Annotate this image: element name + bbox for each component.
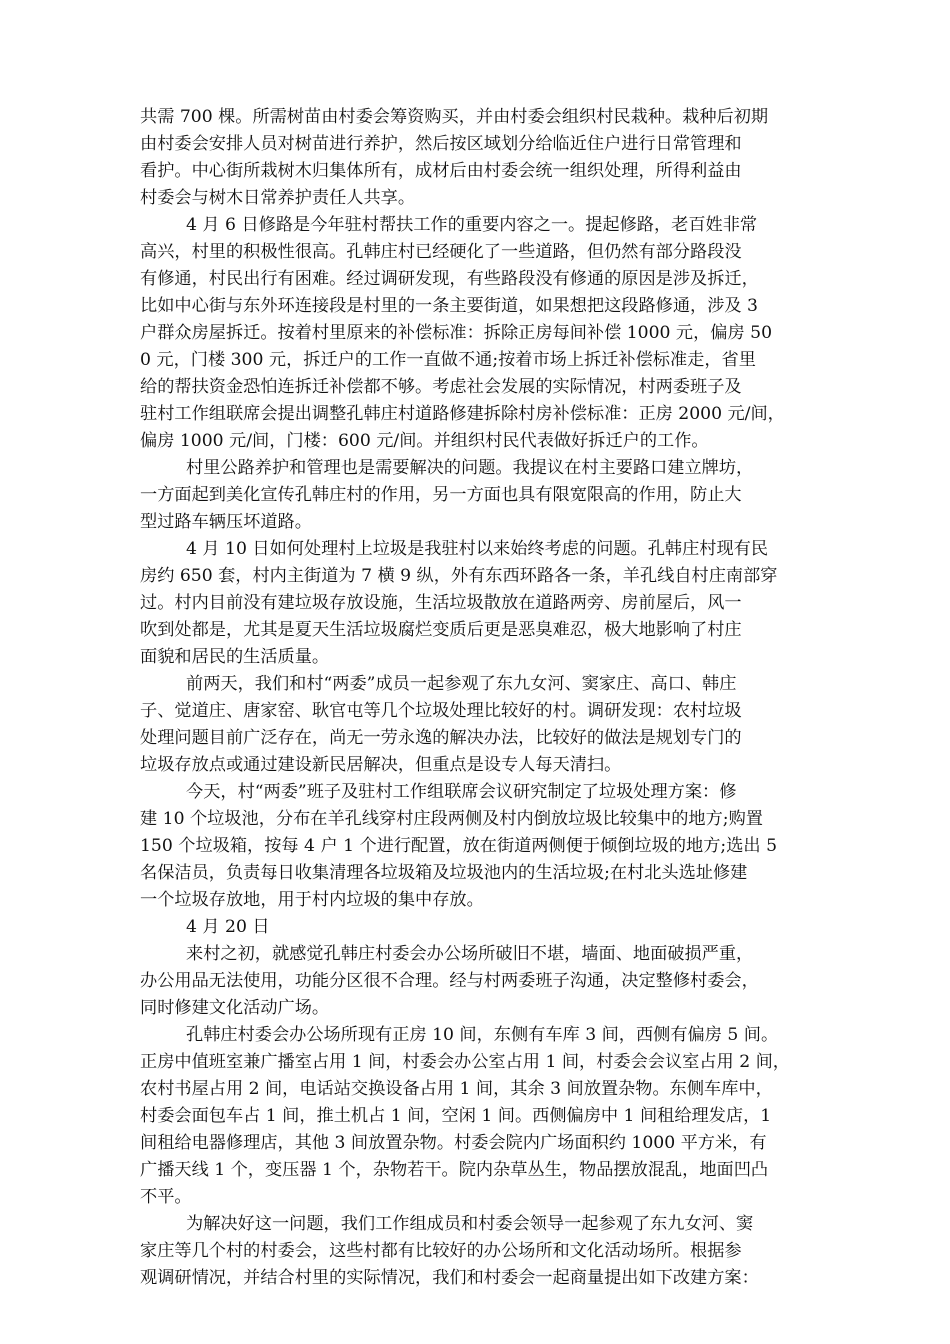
- text-line: 同时修建文化活动广场。: [140, 998, 330, 1018]
- text-line: 村委会与树木日常养护责任人共享。: [140, 188, 416, 208]
- text-line: 前两天，我们和村“两委”成员一起参观了东九女河、窦家庄、高口、韩庄: [186, 674, 737, 694]
- text-line: 名保洁员，负责每日收集清理各垃圾箱及垃圾池内的生活垃圾;在村北头选址修建: [140, 863, 748, 883]
- text-line: 150 个垃圾箱，按每 4 户 1 个进行配置，放在街道两侧便于倾倒垃圾的地方;选出 5: [140, 836, 777, 856]
- text-line: 过。村内目前没有建垃圾存放设施，生活垃圾散放在道路两旁、房前屋后，风一: [140, 593, 742, 613]
- text-line: 垃圾存放点或通过建设新民居解决，但重点是设专人每天清扫。: [140, 755, 622, 775]
- text-line: 子、觉道庄、唐家窑、耿官屯等几个垃圾处理比较好的村。调研发现：农村垃圾: [140, 701, 742, 721]
- text-line: 村里公路养护和管理也是需要解决的问题。我提议在村主要路口建立牌坊，: [186, 458, 754, 478]
- text-line: 4 月 6 日修路是今年驻村帮扶工作的重要内容之一。提起修路，老百姓非常: [186, 215, 758, 235]
- text-line: 吹到处都是，尤其是夏天生活垃圾腐烂变质后更是恶臭难忍，极大地影响了村庄: [140, 620, 742, 640]
- text-line: 正房中值班室兼广播室占用 1 间，村委会办公室占用 1 间，村委会会议室占用 2 间，: [140, 1052, 790, 1072]
- text-line: 不平。: [140, 1187, 192, 1207]
- text-line: 户群众房屋拆迁。按着村里原来的补偿标准：拆除正房每间补偿 1000 元，偏房 50: [140, 323, 773, 343]
- text-line: 广播天线 1 个，变压器 1 个，杂物若干。院内杂草丛生，物品摆放混乱，地面凹凸: [140, 1160, 769, 1180]
- text-line: 一方面起到美化宣传孔韩庄村的作用，另一方面也具有限宽限高的作用，防止大: [140, 485, 742, 505]
- text-line: 处理问题目前广泛存在，尚无一劳永逸的解决办法，比较好的做法是规划专门的: [140, 728, 742, 748]
- text-line: 孔韩庄村委会办公场所现有正房 10 间，东侧有车库 3 间，西侧有偏房 5 间。: [186, 1025, 779, 1045]
- text-line: 村委会面包车占 1 间，推土机占 1 间，空闲 1 间。西侧偏房中 1 间租给理发店，1: [140, 1106, 772, 1126]
- text-line: 高兴，村里的积极性很高。孔韩庄村已经硬化了一些道路，但仍然有部分路段没: [140, 242, 742, 262]
- text-line: 4 月 10 日如何处理村上垃圾是我驻村以来始终考虑的问题。孔韩庄村现有民: [186, 539, 769, 559]
- text-line: 来村之初，就感觉孔韩庄村委会办公场所破旧不堪，墙面、地面破损严重，: [186, 944, 754, 964]
- text-line: 一个垃圾存放地，用于村内垃圾的集中存放。: [140, 890, 484, 910]
- text-line: 观调研情况，并结合村里的实际情况，我们和村委会一起商量提出如下改建方案：: [140, 1268, 759, 1288]
- text-line: 比如中心街与东外环连接段是村里的一条主要街道，如果想把这段路修通，涉及 3: [140, 296, 758, 316]
- text-line: 有修通，村民出行有困难。经过调研发现，有些路段没有修通的原因是涉及拆迁，: [140, 269, 759, 289]
- text-line: 偏房 1000 元/间，门楼：600 元/间。并组织村民代表做好拆迁户的工作。: [140, 431, 709, 451]
- text-line: 间租给电器修理店，其他 3 间放置杂物。村委会院内广场面积约 1000 平方米，有: [140, 1133, 767, 1153]
- text-line: 办公用品无法使用，功能分区很不合理。经与村两委班子沟通，决定整修村委会，: [140, 971, 759, 991]
- text-line: 为解决好这一问题，我们工作组成员和村委会领导一起参观了东九女河、窦: [186, 1214, 754, 1234]
- text-line: 共需 700 棵。所需树苗由村委会筹资购买，并由村委会组织村民栽种。栽种后初期: [140, 107, 769, 127]
- text-line: 给的帮扶资金恐怕连拆迁补偿都不够。考虑社会发展的实际情况，村两委班子及: [140, 377, 742, 397]
- text-line: 型过路车辆压坏道路。: [140, 512, 312, 532]
- text-line: 建 10 个垃圾池，分布在羊孔线穿村庄段两侧及村内倒放垃圾比较集中的地方;购置: [140, 809, 763, 829]
- text-line: 0 元，门楼 300 元，拆迁户的工作一直做不通;按着市场上拆迁补偿标准走，省里: [140, 350, 756, 370]
- text-line: 驻村工作组联席会提出调整孔韩庄村道路修建拆除村房补偿标准：正房 2000 元/间，: [140, 404, 785, 424]
- text-line: 面貌和居民的生活质量。: [140, 647, 330, 667]
- text-line: 今天，村“两委”班子及驻村工作组联席会议研究制定了垃圾处理方案：修: [186, 782, 737, 802]
- text-line: 4 月 20 日: [186, 917, 270, 937]
- text-line: 农村书屋占用 2 间，电话站交换设备占用 1 间，其余 3 间放置杂物。东侧车库中，: [140, 1079, 773, 1099]
- text-line: 房约 650 套，村内主街道为 7 横 9 纵，外有东西环路各一条，羊孔线自村庄南部穿: [140, 566, 778, 586]
- text-line: 家庄等几个村的村委会，这些村都有比较好的办公场所和文化活动场所。根据参: [140, 1241, 742, 1261]
- document-body: [140, 104, 840, 1292]
- text-line: 由村委会安排人员对树苗进行养护，然后按区域划分给临近住户进行日常管理和: [140, 134, 742, 154]
- text-line: 看护。中心街所栽树木归集体所有，成材后由村委会统一组织处理，所得利益由: [140, 161, 742, 181]
